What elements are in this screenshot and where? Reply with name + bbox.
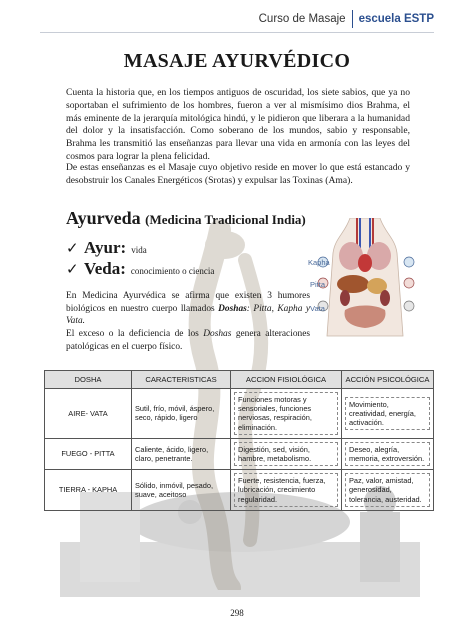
- cell-text: Fuerte, resistencia, fuerza, lubricación, crecimiento regularidad.: [234, 473, 338, 507]
- course-title: Curso de Masaje: [258, 13, 346, 25]
- psychological-cell: [342, 438, 434, 469]
- cell-text: Funciones motoras y sensoriales, funciones nerviosas, respiración, eliminación.: [234, 392, 338, 435]
- cell-text: Paz, valor, amistad, generosidad, tolerancia, austeridad.: [345, 473, 430, 507]
- definition: conocimiento o ciencia: [130, 266, 215, 276]
- header-rule: [40, 32, 434, 33]
- list-item: [66, 238, 214, 259]
- cell-text: Digestión, sed, visión, hambre, metabolismo.: [234, 442, 338, 466]
- second-paragraph: De estas enseñanzas es el Masaje cuyo objetivo reside en mover lo que está estancado y desobstruir los Canales Energéticos (Srotas) y expulsar las Toxinas (Ama).: [66, 162, 410, 186]
- table-row: [45, 470, 434, 511]
- checkmark-icon: ✓: [66, 262, 79, 278]
- page-number: 298: [230, 608, 244, 618]
- definition-list: [66, 238, 214, 280]
- psychological-cell: [342, 470, 434, 511]
- page-title: MASAJE AYURVÉDICO: [123, 50, 351, 72]
- physiological-cell: [231, 470, 342, 511]
- doshas-paragraph: [66, 290, 310, 328]
- column-header: ACCION FISIOLÓGICA: [231, 371, 342, 389]
- physiological-cell: [231, 389, 342, 439]
- kapha-label: Kapha: [308, 258, 330, 267]
- text-run: El exceso o la deficiencia de los: [66, 329, 204, 339]
- physiological-cell: [231, 438, 342, 469]
- dosha-cell: AIRE- VATA: [45, 389, 132, 439]
- page-header: [259, 10, 434, 28]
- column-header: DOSHA: [45, 371, 132, 389]
- term: Veda:: [84, 259, 126, 278]
- list-item: [66, 259, 214, 280]
- section-heading-sub: (Medicina Tradicional India): [145, 212, 306, 227]
- cell-text: Deseo, alegría, memoria, extroversión.: [345, 442, 430, 466]
- dosha-cell: FUEGO - PITTA: [45, 438, 132, 469]
- section-heading-main: Ayurveda: [66, 208, 141, 228]
- section-heading: [66, 208, 306, 229]
- definition: vida: [131, 245, 147, 255]
- dosha-table: [44, 370, 434, 511]
- cell-text: Movimiento, creatividad, energía, activación.: [345, 397, 430, 431]
- pitta-label: Pitta: [310, 280, 326, 289]
- vata-label: Vata: [310, 304, 325, 313]
- characteristics-cell: Caliente, ácido, ligero, claro, penetrante.: [132, 438, 231, 469]
- school-name: escuela ESTP: [358, 13, 434, 25]
- column-header: CARACTERISTICAS: [132, 371, 231, 389]
- exceso-paragraph: [66, 328, 310, 353]
- term: Ayur:: [84, 238, 127, 257]
- intro-paragraph: Cuenta la historia que, en los tiempos antiguos de oscuridad, los siete sabios, que ya no soportaban el sufrimiento de los hombres, fueron a ver al mismísimo dios Brahma, el más eminente de la jerarquía mitológica hindú, y le pidieron que liberara a la humanidad del dolor y la insatisfacción. Como soberano de los mundos, sabio y responsable, Brahma les transmitió las enseñanzas para llevar una vida en armonía con las leyes del cosmos para lograr la plena felicidad.: [66, 87, 410, 162]
- emphasis: Doshas: [218, 303, 247, 314]
- characteristics-cell: Sutil, frío, móvil, áspero, seco, rápido, ligero: [132, 389, 231, 439]
- text-run-italic: : Pitta, Kapha y Vata.: [66, 303, 310, 327]
- text-run: genera alteraciones patológicas en el cuerpo físico.: [66, 329, 311, 352]
- characteristics-cell: Sólido, inmóvil, pesado, suave, aceitoso: [132, 470, 231, 511]
- table-row: [45, 438, 434, 469]
- column-header: ACCIÓN PSICOLÓGICA: [342, 371, 434, 389]
- emphasis: Doshas: [203, 329, 232, 339]
- text-run: En Medicina Ayurvédica se afirma que existen 3 humores biológicos en nuestro cuerpo llamados: [66, 291, 310, 314]
- table-row: [45, 389, 434, 439]
- checkmark-icon: ✓: [66, 241, 79, 257]
- anatomy-illustration: [305, 218, 425, 338]
- psychological-cell: [342, 389, 434, 439]
- table-header-row: [45, 371, 434, 389]
- dosha-cell: TIERRA - KAPHA: [45, 470, 132, 511]
